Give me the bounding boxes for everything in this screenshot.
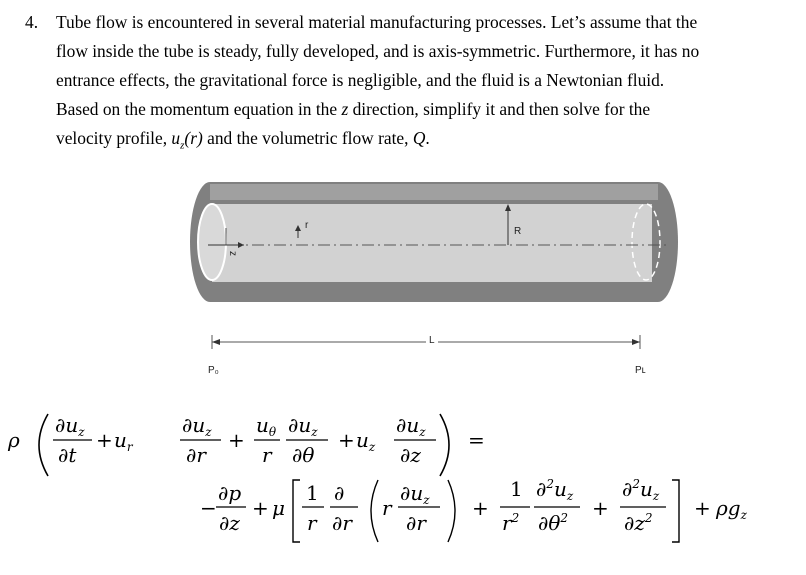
eq-lhs-den-1: ∂t (58, 443, 77, 467)
eq-rhs-den-4: $\partial z^2$ (624, 511, 653, 535)
eq-plus-1: + (96, 428, 113, 452)
eq-uz: $u_z$ (356, 428, 376, 454)
length-arrow-right (632, 339, 640, 345)
eq-plus-4: + (252, 496, 269, 520)
line-5-mid: and the volumetric flow rate, (202, 128, 413, 148)
tube-diagram (188, 182, 678, 382)
eq-equals: = (468, 428, 485, 452)
eq-rhs-den-1: ∂z (219, 511, 240, 535)
line-5-q: Q (412, 128, 426, 148)
eq-one-a: 1 (306, 481, 319, 505)
eq-left-bracket (293, 480, 300, 542)
line-5-var: u (171, 128, 181, 148)
eq-r2-den: $r^2$ (502, 511, 520, 535)
eq-rhs-num-4: $\partial^2u_z$ (622, 477, 660, 503)
eq-lhs-num-3a: $u_\theta$ (256, 413, 277, 439)
eq-ur: $u_r$ (114, 428, 133, 454)
eq-lhs-num-4: $\partial u_z$ (396, 413, 426, 439)
line-4-start: Based on the momentum equation in the (56, 99, 342, 119)
eq-rhs-den-3: $\partial\theta^2$ (538, 511, 569, 535)
problem-line-1: Tube flow is encountered in several material manufacturing processes. Let’s assume that the (56, 12, 698, 32)
eq-inner-left-paren (371, 480, 378, 542)
problem-line-3: entrance effects, the gravitational force is negligible, and the fluid is a Newtonian fluid. (56, 70, 665, 90)
eq-r-factor: r (382, 496, 392, 520)
problem-line-2: flow inside the tube is steady, fully developed, and is axis-symmetric. Furthermore, it has no (56, 41, 700, 61)
tube-inner-channel (212, 204, 652, 282)
label-L: L (426, 335, 438, 346)
label-PL: Pʟ (635, 365, 646, 376)
label-r: r (305, 220, 309, 231)
eq-lhs-num-1: $\partial u_z$ (55, 413, 85, 439)
tube-figure (188, 182, 678, 382)
eq-lhs-den-3b: ∂θ (292, 443, 315, 467)
eq-rho-gz: $\rho g_z$ (716, 496, 747, 522)
eq-rhs-num-2: $\partial u_z$ (400, 481, 430, 507)
label-R: R (514, 226, 522, 237)
eq-right-paren (440, 414, 449, 476)
eq-inner-right-paren (448, 480, 455, 542)
length-arrow-left (212, 339, 220, 345)
eq-minus: − (200, 496, 217, 520)
label-P0: P₀ (208, 365, 219, 376)
tube-left-opening (198, 204, 226, 280)
line-5-end: . (425, 128, 430, 148)
eq-plus-3: + (338, 428, 355, 452)
eq-mu: μ (272, 496, 285, 520)
line-5-arg: (r) (184, 128, 203, 148)
eq-r-den: r (307, 511, 317, 535)
problem-number: 4. (25, 12, 39, 32)
eq-one-b: 1 (510, 477, 523, 501)
eq-plus-2: + (228, 428, 245, 452)
tube-top-band (210, 184, 658, 200)
eq-right-bracket (672, 480, 679, 542)
eq-lhs-den-3a: r (262, 443, 272, 467)
eq-plus-5: + (472, 496, 489, 520)
label-z: z (227, 251, 238, 256)
line-5-start: velocity profile, (56, 128, 172, 148)
eq-left-paren (39, 414, 48, 476)
eq-lhs-den-4: ∂z (400, 443, 421, 467)
eq-rhs-num-3: $\partial^2u_z$ (536, 477, 574, 503)
eq-dr-den: ∂r (332, 511, 352, 535)
line-4-end: direction, simplify it and then solve for the (348, 99, 651, 119)
eq-rhs-den-2: ∂r (406, 511, 426, 535)
problem-line-4 (56, 99, 650, 120)
eq-lhs-num-3b: $\partial u_z$ (288, 413, 318, 439)
line-4-var: z (341, 99, 349, 119)
momentum-equation (0, 400, 806, 575)
eq-plus-6: + (592, 496, 609, 520)
problem-line-5 (56, 128, 430, 151)
eq-rhs-num-1: ∂p (218, 481, 242, 505)
line-5-sub: z (180, 139, 185, 152)
eq-d-num: ∂ (334, 481, 345, 505)
eq-rho: ρ (8, 428, 20, 452)
eq-plus-7: + (694, 496, 711, 520)
eq-lhs-den-2: ∂r (186, 443, 206, 467)
eq-lhs-num-2: $\partial u_z$ (182, 413, 212, 439)
